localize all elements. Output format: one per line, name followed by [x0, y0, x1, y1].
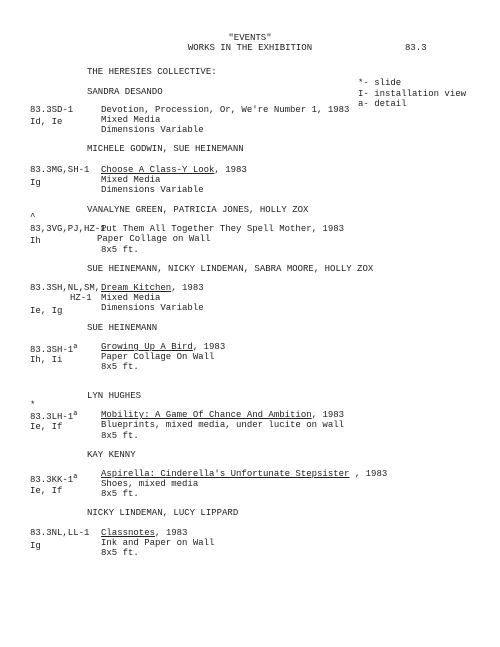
artist-name: VANALYNE GREEN, PATRICIA JONES, HOLLY ZOX: [87, 205, 309, 215]
work-title: Put Them All Together They Spell Mother, 1983: [101, 224, 345, 234]
catalog-code-text: 83.3KK-1: [30, 475, 74, 485]
work-title: Mobility: A Game Of Chance And Ambition: [101, 410, 312, 420]
legend-detail: a- detail: [358, 99, 407, 109]
work-year: , 1983: [214, 165, 247, 175]
work-medium: Mixed Media: [101, 115, 161, 125]
catalog-code: [30, 342, 77, 356]
view-codes: Ie, Ig: [30, 306, 63, 316]
work-medium: Shoes, mixed media: [101, 479, 199, 489]
work-medium: Paper Collage On Wall: [101, 352, 215, 362]
work-title: Aspirella: Cinderella's Unfortunate Stepsister: [101, 469, 350, 479]
work-year: , 1983: [311, 410, 345, 420]
slide-mark: *: [30, 400, 36, 410]
work-dimensions: Dimensions Variable: [101, 125, 204, 135]
detail-mark: a: [73, 410, 78, 418]
catalog-code-cont: HZ-1: [70, 293, 92, 303]
work-year: , 1983: [349, 469, 388, 479]
work-medium: Mixed Media: [101, 175, 161, 185]
work-dimensions: 8x5 ft.: [101, 362, 139, 372]
catalog-code-text: 83.3SH-1: [30, 345, 74, 355]
view-codes: Ih, Ii: [30, 355, 63, 365]
title-events: "EVENTS": [228, 33, 272, 43]
work-dimensions: Dimensions Variable: [101, 185, 204, 195]
view-codes: Ih: [30, 236, 41, 246]
view-codes: Ig: [30, 178, 41, 188]
catalog-code-text: 83.3LH-1: [30, 412, 74, 422]
view-codes: Id, Ie: [30, 117, 63, 127]
work-medium: Paper Collage on Wall: [97, 234, 211, 244]
work-title: Devotion, Procession, Or, We're Number 1, 1983: [101, 105, 350, 115]
detail-mark: a: [73, 473, 78, 481]
catalog-code: [30, 409, 77, 423]
artist-name: SUE HEINEMANN, NICKY LINDEMAN, SABRA MOORE, HOLLY ZOX: [87, 264, 374, 274]
artist-name: LYN HUGHES: [87, 391, 142, 401]
view-codes: Ie, If: [30, 422, 63, 432]
artist-name: SUE HEINEMANN: [87, 323, 158, 333]
work-year: , 1983: [192, 342, 226, 352]
work-dimensions: 8x5 ft.: [101, 431, 139, 441]
catalog-code: 83.3NL,LL-1: [30, 528, 90, 538]
catalog-code: 83.3SD-1: [30, 105, 74, 115]
work-dimensions: 8x5 ft.: [101, 548, 139, 558]
artist-name: MICHELE GODWIN, SUE HEINEMANN: [87, 144, 244, 154]
catalog-code: 83,3VG,PJ,HZ-1: [30, 224, 106, 234]
artist-name: KAY KENNY: [87, 450, 136, 460]
mark-symbol: ^: [30, 212, 36, 222]
collective-heading: THE HERESIES COLLECTIVE:: [87, 67, 217, 77]
work-year: , 1983: [155, 528, 188, 538]
title-works: WORKS IN THE EXHIBITION: [187, 43, 313, 53]
work-medium: Mixed Media: [101, 293, 161, 303]
catalog-code: [30, 472, 77, 486]
catalog-code: 83.3SH,NL,SM,: [30, 283, 101, 293]
work-dimensions: Dimensions Variable: [101, 303, 204, 313]
work-title: Choose A Class-Y Look: [101, 165, 215, 175]
legend-slide: *- slide: [358, 78, 402, 88]
legend-installation: I- installation view: [358, 89, 467, 99]
view-codes: Ig: [30, 541, 41, 551]
view-codes: Ie, If: [30, 486, 63, 496]
work-year: , 1983: [171, 283, 204, 293]
catalog-code: 83.3MG,SH-1: [30, 165, 90, 175]
work-title: Dream Kitchen: [101, 283, 172, 293]
page-number: 83.3: [405, 43, 427, 53]
detail-mark: a: [73, 343, 78, 351]
artist-name: NICKY LINDEMAN, LUCY LIPPARD: [87, 508, 239, 518]
artist-name: SANDRA DESANDO: [87, 87, 163, 97]
work-title: Classnotes: [101, 528, 156, 538]
work-medium: Blueprints, mixed media, under lucite on wall: [101, 420, 345, 430]
work-dimensions: 8x5 ft.: [101, 489, 139, 499]
work-title: Growing Up A Bird: [101, 342, 193, 352]
work-dimensions: 8x5 ft.: [101, 245, 139, 255]
work-medium: Ink and Paper on Wall: [101, 538, 215, 548]
